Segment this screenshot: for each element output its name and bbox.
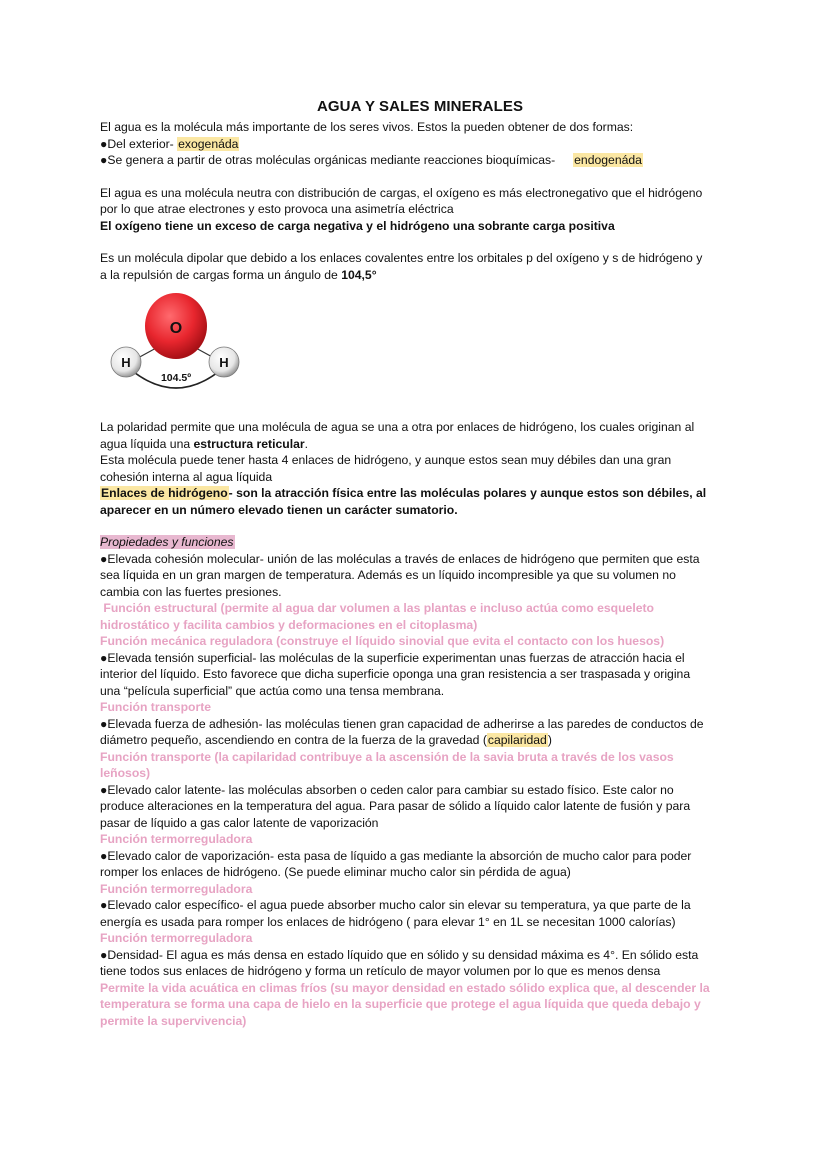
angle-value: 104,5° (341, 267, 377, 282)
hbond-definition (100, 485, 740, 502)
property-adhesion-2-end: ) (547, 733, 552, 747)
function-structural-2: hidrostático y facilita cambios y deformaciones en el citoplasma) (100, 617, 478, 632)
property-specific-heat-2: energía es usada para romper los enlaces de hidrógeno ( para elevar 1° en 1L se necesitan 1000 calorías) (100, 914, 676, 929)
intro-internal (100, 152, 740, 169)
property-vaporization-2: romper los enlaces de hidrógeno. (Se puede eliminar mucho calor sin pérdida de agua) (100, 865, 571, 879)
property-tension-3: una “película superficial” que actúa como una tensa membrana. (100, 683, 445, 698)
reticular-structure-term: estructura reticular (193, 436, 305, 451)
properties-heading-row (100, 534, 740, 551)
exterior-highlight: exogenáda (178, 136, 239, 151)
hbond-line-2-end: . (304, 436, 309, 451)
hbond-line-4: cohesión interna al agua líquida (100, 469, 273, 484)
function-transport-capillarity-2: leñosos) (100, 766, 151, 780)
capillarity-highlight: capilaridad (487, 733, 547, 747)
property-adhesion-2-text: diámetro pequeño, ascendiendo en contra de la fuerza de la gravedad ( (100, 733, 487, 747)
function-transport: Función transporte (100, 700, 212, 714)
property-adhesion-2 (100, 732, 740, 749)
property-cohesion-2: sea líquida en un gran margen de temperatura. Además es un líquido incompresible ya que su volumen no (100, 568, 676, 582)
property-tension-1: ●Elevada tensión superficial- las moléculas de la superficie experimentan unas fuerzas de atracción hacia el (100, 650, 685, 665)
angle-label: 104.5º (160, 372, 192, 384)
internal-label: ●Se genera a partir de otras moléculas orgánicas mediante reacciones bioquímicas- (100, 153, 556, 167)
function-thermoregulatory-3: Función termorreguladora (100, 931, 253, 945)
function-mechanical: Función mecánica reguladora (construye el líquido sinovial que evita el contacto con los huesos) (100, 634, 665, 648)
polarity-line-2: por lo que atrae electrones y esto provoca una asimetría eléctrica (100, 202, 454, 216)
function-transport-capillarity-1: Función transporte (la capilaridad contribuye a la ascensión de la savia bruta a través de los vasos (100, 749, 674, 764)
hbond-line-2 (100, 436, 740, 453)
page-title: AGUA Y SALES MINERALES (316, 98, 524, 115)
dipole-line-1: Es un molécula dipolar que debido a los enlaces covalentes entre los orbitales p del oxígeno y s de hidrógeno y (100, 251, 703, 265)
water-molecule-svg (106, 289, 246, 399)
hydrogen-left-label: H (121, 355, 131, 370)
property-latent-heat-3: pasar de líquido a gas calor latente de vaporización (100, 815, 379, 830)
oxygen-label: O (169, 320, 183, 337)
property-vaporization-1: ●Elevado calor de vaporización- esta pasa de líquido a gas mediante la absorción de mucho calor para poder (100, 848, 692, 863)
hbond-line-3: Esta molécula puede tener hasta 4 enlaces de hidrógeno, y aunque estos sean muy débiles dan una gran (100, 453, 672, 467)
property-specific-heat-1: ●Elevado calor específico- el agua puede absorber mucho calor sin elevar su temperatura, ya que parte de la (100, 898, 691, 912)
intro-exterior (100, 136, 740, 153)
property-adhesion-1: ●Elevada fuerza de adhesión- las moléculas tienen gran capacidad de adherirse a las paredes de conductos de (100, 716, 704, 731)
intro-line: El agua es la molécula más importante de los seres vivos. Estos la pueden obtener de dos formas: (100, 120, 634, 134)
property-density-2: tiene todos sus enlaces de hidrógeno y forma un retículo de mayor volumen por lo que es menos densa (100, 964, 661, 978)
function-structural-1: Función estructural (permite al agua dar volumen a las plantas e incluso actúa como esqueleto (100, 601, 655, 615)
property-latent-heat-1: ●Elevado calor latente- las moléculas absorben o ceden calor para cambiar su estado físico. Este calor no (100, 782, 674, 797)
property-cohesion-1: ●Elevada cohesión molecular- unión de las moléculas a través de enlaces de hidrógeno que permiten que esta (100, 551, 700, 566)
function-thermoregulatory-1: Función termorreguladora (100, 832, 253, 846)
property-density-1: ●Densidad- El agua es más densa en estado líquido que en sólido y su densidad máxima es 4°. En sólido esta (100, 947, 699, 962)
dipole-line-2 (100, 267, 740, 284)
hbond-line-2-text: agua líquida una (100, 436, 194, 451)
function-aquatic-life-1: Permite la vida acuática en climas fríos (su mayor densidad en estado sólido explica que, al descender la (100, 980, 710, 995)
function-aquatic-life-2: temperatura se forma una capa de hielo en la superficie que protege el agua líquida que queda debajo y (100, 997, 701, 1011)
properties-heading: Propiedades y funciones (100, 535, 234, 549)
polarity-line-1: El agua es una molécula neutra con distribución de cargas, el oxígeno es más electronegativo que el hidrógeno (100, 185, 703, 200)
dipole-line-2-text: a la repulsión de cargas forma un ángulo de (100, 267, 342, 282)
document-page (100, 98, 740, 1029)
function-thermoregulatory-2: Función termorreguladora (100, 881, 253, 896)
exterior-label: ●Del exterior- (100, 136, 178, 151)
property-latent-heat-2: produce alteraciones en la temperatura del agua. Para pasar de sólido a líquido calor latente de fusión y para (100, 799, 691, 813)
water-molecule-diagram (100, 283, 740, 419)
hbond-term-highlight: Enlaces de hidrógeno (101, 486, 228, 500)
internal-highlight: endogenáda (574, 153, 642, 167)
property-cohesion-3: cambia con las fuertes presiones. (100, 584, 282, 599)
polarity-bold-line: El oxígeno tiene un exceso de carga negativa y el hidrógeno una sobrante carga positiva (100, 218, 615, 233)
hydrogen-right-label: H (219, 355, 229, 370)
hbond-definition-line-2: aparecer en un número elevado tienen un carácter sumatorio. (100, 502, 458, 517)
hbond-definition-text: - son la atracción física entre las moléculas polares y aunque estos son débiles, al (228, 486, 707, 500)
function-aquatic-life-3: permite la supervivencia) (100, 1013, 247, 1028)
property-tension-2: interior del líquido. Esto favorece que dicha superficie oponga una gran resistencia a ser traspasada y origina (100, 667, 691, 681)
hbond-line-1: La polaridad permite que una molécula de agua se una a otra por enlaces de hidrógeno, los cuales originan al (100, 420, 695, 434)
